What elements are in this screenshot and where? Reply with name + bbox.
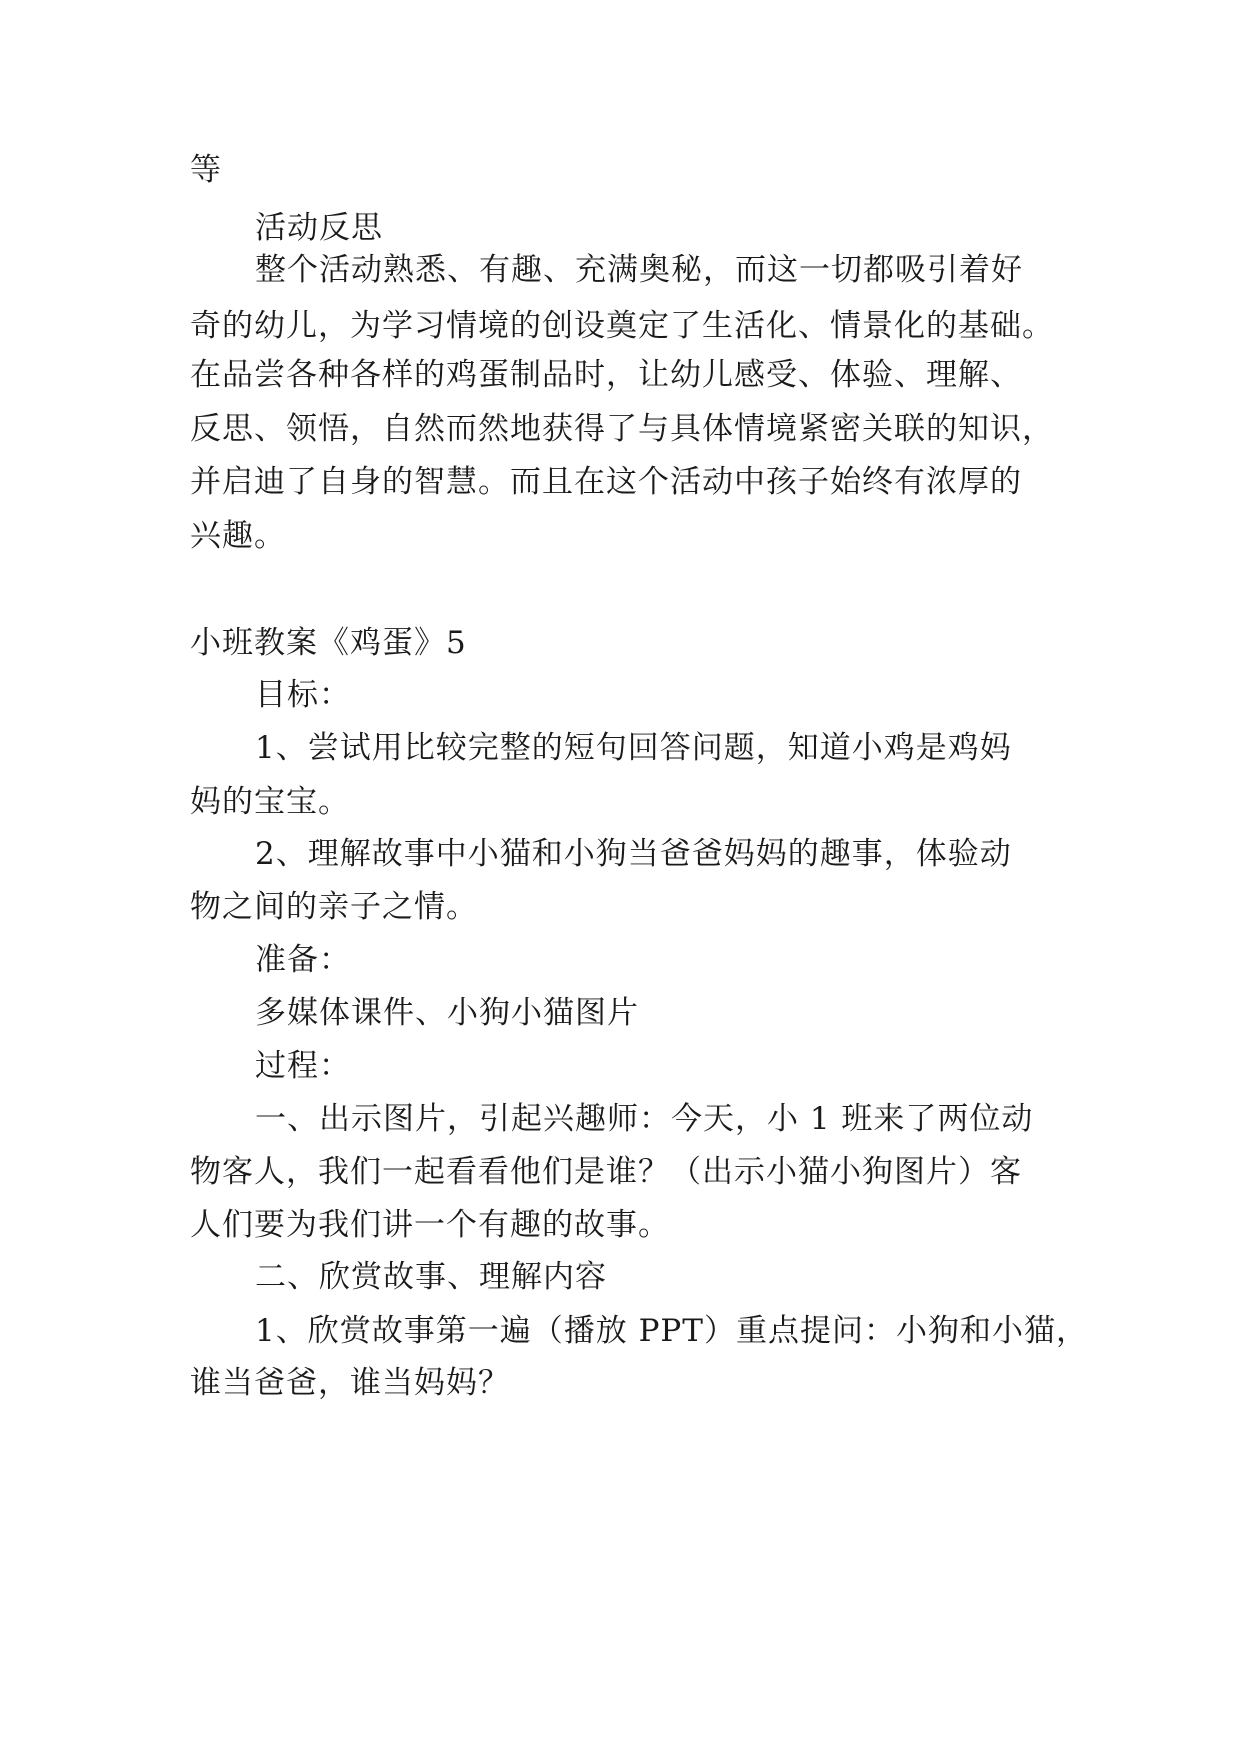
paragraph-line: 兴趣。 [190,518,286,554]
list-item: 1、尝试用比较完整的短句回答问题，知道小鸡是鸡妈 [255,730,1012,766]
paragraph-line: 奇的幼儿，为学习情境的创设奠定了生活化、情景化的基础。 [190,308,1054,344]
section-heading-preparation: 准备： [255,942,351,978]
paragraph-line: 人们要为我们讲一个有趣的故事。 [190,1207,670,1243]
lesson-title: 小班教案《鸡蛋》5 [190,625,467,661]
section-heading-process: 过程： [255,1048,351,1084]
paragraph-line: 谁当爸爸，谁当妈妈？ [190,1365,510,1401]
paragraph-line: 一、出示图片，引起兴趣师：今天，小 1 班来了两位动 [255,1101,1034,1137]
section-heading-reflection: 活动反思 [255,210,383,246]
list-item-continuation: 物之间的亲子之情。 [190,889,478,925]
paragraph-line: 反思、领悟，自然而然地获得了与具体情境紧密关联的知识， [190,411,1054,447]
paragraph-line: 整个活动熟悉、有趣、充满奥秘，而这一切都吸引着好 [255,252,1023,288]
paragraph-line: 多媒体课件、小狗小猫图片 [255,995,639,1031]
paragraph-line: 物客人，我们一起看看他们是谁？（出示小猫小狗图片）客 [190,1154,1022,1190]
paragraph-line: 1、欣赏故事第一遍（播放 PPT）重点提问：小狗和小猫， [255,1313,1088,1349]
section-heading-story: 二、欣赏故事、理解内容 [255,1259,607,1295]
text-line-continuation: 等 [190,152,222,188]
paragraph-line: 在品尝各种各样的鸡蛋制品时，让幼儿感受、体验、理解、 [190,357,1022,393]
section-heading-goals: 目标： [255,677,351,713]
paragraph-line: 并启迪了自身的智慧。而且在这个活动中孩子始终有浓厚的 [190,464,1022,500]
list-item: 2、理解故事中小猫和小狗当爸爸妈妈的趣事，体验动 [255,836,1012,872]
list-item-continuation: 妈的宝宝。 [190,784,350,820]
